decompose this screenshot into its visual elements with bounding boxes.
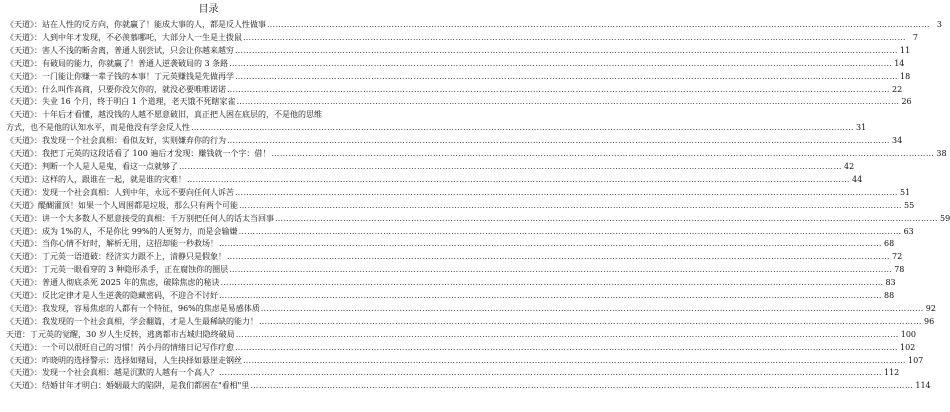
toc-entry[interactable] [6, 277, 896, 290]
toc-entry-title: 《天道》：失业 16 个月，终于明白 1 个道理，老天饿不死瞎家雀 [6, 97, 236, 107]
toc-entry-page-number: 100 [900, 329, 917, 339]
toc-entry-page-number: 42 [844, 161, 855, 171]
toc-entry-title: 《天道》：一个可以很旺自己的习惯！芮小丹的情绪日记写作疗愈 [6, 342, 234, 352]
toc-entry-title: 《天道》：丁元英一眼看穿的 3 种隐形杀手，正在腐蚀你的圈层 [6, 265, 229, 275]
dot-leader [235, 71, 898, 84]
toc-entry-page-number: 59 [940, 213, 950, 223]
dot-leader [243, 32, 906, 45]
toc-entry-title: 《天道》：发现一个社会真相：越是沉默的人越有一个高人？ [6, 368, 218, 378]
toc-entry-title: 《天道》：当你心情不好时，解析无用，这招却能一秒救场！ [6, 239, 218, 249]
toc-entry[interactable] [6, 226, 914, 239]
dot-leader [235, 45, 898, 58]
toc-entry[interactable] [6, 380, 931, 393]
toc-entry-page-number: 78 [894, 265, 905, 275]
toc-entry-title: 《天道》：普通人彻底杀死 2025 年的焦虑，破除焦虑的秘诀 [6, 278, 220, 288]
toc-entry[interactable] [6, 342, 916, 355]
toc-entry-title: 《天道》：我发现，容易焦虑的人都有一个特征，96%的焦虑是易感体质 [6, 303, 260, 313]
toc-entry-title: 《天道》：害人不浅的断舍离，普通人别尝试，只会让你越来越穷 [6, 45, 234, 55]
toc-entry-page-number: 44 [852, 174, 863, 184]
dot-leader [229, 58, 892, 71]
toc-entry-title: 《天道》：一门能让你赚一辈子钱的本事！丁元英赚钱是先做再学 [6, 71, 234, 81]
dot-leader [227, 251, 890, 264]
toc-entry-title: 《天道》：人到中年才发现，不必羡慕哪吒，大部分人一生是土拨鼠 [6, 32, 242, 42]
toc-entry[interactable] [6, 19, 942, 32]
toc-entry-page-number: 68 [884, 239, 895, 249]
toc-entry-title: 《天道》：讲一个大多数人不愿意接受的真相：千万别把任何人的话太当回事 [6, 213, 274, 223]
toc-entry[interactable] [6, 303, 936, 316]
toc-entry-title: 《天道》：结婚甘年才明白：婚姻最大的陷阱，是我们都困在"看相"里 [6, 381, 250, 391]
toc-entry-page-number: 102 [900, 342, 916, 352]
toc-entry-page-number: 72 [892, 252, 903, 262]
toc-entry[interactable] [6, 251, 903, 264]
toc-entry-title: 《天道》：什么叫作高商，只要你没欠你的，就没必要唯唯诺诺 [6, 84, 226, 94]
dot-leader [227, 135, 890, 148]
toc-entry[interactable] [6, 238, 895, 251]
toc-entry-page-number: 34 [892, 136, 903, 146]
toc-entry[interactable] [6, 32, 918, 45]
toc-entry[interactable] [6, 187, 911, 200]
toc-title: 目录 [198, 4, 219, 15]
toc-entry-page-number: 51 [900, 187, 911, 197]
toc-entry-page-number: 83 [885, 278, 896, 288]
toc-entry-page-number: 14 [894, 58, 905, 68]
dot-leader [259, 316, 922, 329]
toc-entry[interactable] [6, 316, 935, 329]
toc-entry-page-number: 92 [925, 303, 936, 313]
dot-leader [219, 238, 882, 251]
dot-leader [220, 277, 883, 290]
toc-entry[interactable] [6, 58, 905, 71]
toc-entry-page-number: 22 [892, 84, 903, 94]
toc-entry-title: 《天道》：成为 1%的人，不是你比 99%的人更努力，而是会输嫌 [6, 226, 238, 236]
toc-entry[interactable] [6, 329, 917, 342]
toc-entry-title: 《天道》：有破局的能力，你就赢了！普通人逆袭破局的 3 条路 [6, 58, 229, 68]
toc-entry-title: 《天道》：丁元英一语道破：经济实力跟不上，清静只是假象！ [6, 252, 226, 262]
toc-entry-title: 《天道》：判断一个人是人是鬼，看这一点就够了 [6, 161, 178, 171]
toc-entry[interactable] [6, 161, 855, 174]
toc-entry-page-number: 7 [912, 32, 918, 42]
toc-entry[interactable] [6, 71, 911, 84]
dot-leader [179, 161, 842, 174]
dot-leader [275, 213, 938, 226]
dot-leader [229, 264, 892, 277]
toc-entry-page-number: 55 [904, 200, 915, 210]
toc-entry-title: 《天道》：反比定律才是人生逆袭的隐藏密码，不迎合不讨好 [6, 291, 218, 301]
toc-entry-title: 天道：丁元英的觉醒，30 岁人生反转，逃离都市古城归隐终破局 [6, 329, 235, 339]
dot-leader [236, 329, 899, 342]
dot-leader [239, 226, 902, 239]
dot-leader [267, 19, 930, 32]
toc-entry-page-number: 31 [856, 123, 867, 133]
toc-entry[interactable] [6, 96, 912, 109]
toc-entry[interactable] [6, 148, 947, 161]
toc-list [6, 19, 950, 393]
toc-entry-page-number: 18 [900, 71, 911, 81]
toc-entry-page-number: 112 [884, 368, 900, 378]
dot-leader [187, 174, 850, 187]
toc-entry-page-number: 114 [915, 381, 931, 391]
toc-entry[interactable] [6, 84, 903, 97]
dot-leader [219, 290, 882, 303]
toc-entry[interactable] [6, 45, 911, 58]
dot-leader [236, 96, 899, 109]
dot-leader [227, 84, 890, 97]
toc-entry-title: 《天道》：咋晓明的选择警示：选择如赌局，人生抉择如悬崖走钢丝 [6, 355, 242, 365]
toc-entry-title: 《天道》：我把丁元英的这段话看了 100 遍后才发现：赚钱就一个字：借！ [6, 149, 271, 159]
toc-entry-title-line-1: 《天道》：十年后才看懂，越没钱的人越不愿意破旧，真正把人困在底层的，不是他的思维 [6, 110, 322, 120]
dot-leader [235, 187, 898, 200]
dot-leader [261, 303, 924, 316]
toc-entry-page-number: 11 [900, 45, 911, 55]
toc-entry-title: 《天道》：这样的人，跟谁在一起，就是谁的灾难！ [6, 174, 186, 184]
toc-entry-page-number: 3 [936, 19, 942, 29]
toc-entry[interactable] [6, 355, 924, 368]
toc-entry-title: 《天道》：我发现的一个社会真相，学会翻篇，才是人生最稀缺的能力！ [6, 316, 258, 326]
toc-entry-title: 《天道》：发现一个社会真相：人到中年，永远不要向任何人诉苦 [6, 187, 234, 197]
toc-entry-second-line [6, 122, 867, 135]
dot-leader [219, 367, 882, 380]
toc-entry-page-number: 63 [903, 226, 914, 236]
toc-entry[interactable] [6, 174, 863, 187]
toc-entry[interactable] [6, 264, 905, 277]
toc-entry-title: 《天道》醍醐灌顶！如果一个人周围都是垃圾，那么只有两个可能 [6, 200, 238, 210]
toc-entry[interactable] [6, 367, 900, 380]
toc-entry-title-line-2: 方式，也不是他的认知水平，而是他没有学会反人性 [6, 123, 190, 133]
toc-entry-page-number: 107 [908, 355, 924, 365]
dot-leader [250, 380, 913, 393]
toc-entry[interactable] [6, 200, 915, 213]
dot-leader [191, 122, 854, 135]
toc-entry[interactable] [6, 213, 950, 226]
dot-leader [271, 148, 934, 161]
toc-entry-title: 《天道》：站在人性的反方向，你就赢了！能成大事的人，都是反人性做事 [6, 19, 266, 29]
dot-leader [235, 342, 898, 355]
toc-entry-page-number: 88 [884, 291, 895, 301]
toc-entry[interactable] [6, 290, 895, 303]
toc-entry-page-number: 96 [924, 316, 935, 326]
toc-entry-page-number: 38 [936, 149, 947, 159]
toc-entry[interactable] [6, 135, 903, 148]
toc-entry[interactable] [6, 109, 867, 135]
toc-entry-title: 《天道》：我发现一个社会真相：看似友好，实则嫌弃你的行为 [6, 136, 226, 146]
dot-leader [243, 355, 906, 368]
dot-leader [239, 200, 902, 213]
toc-entry-page-number: 26 [901, 97, 912, 107]
